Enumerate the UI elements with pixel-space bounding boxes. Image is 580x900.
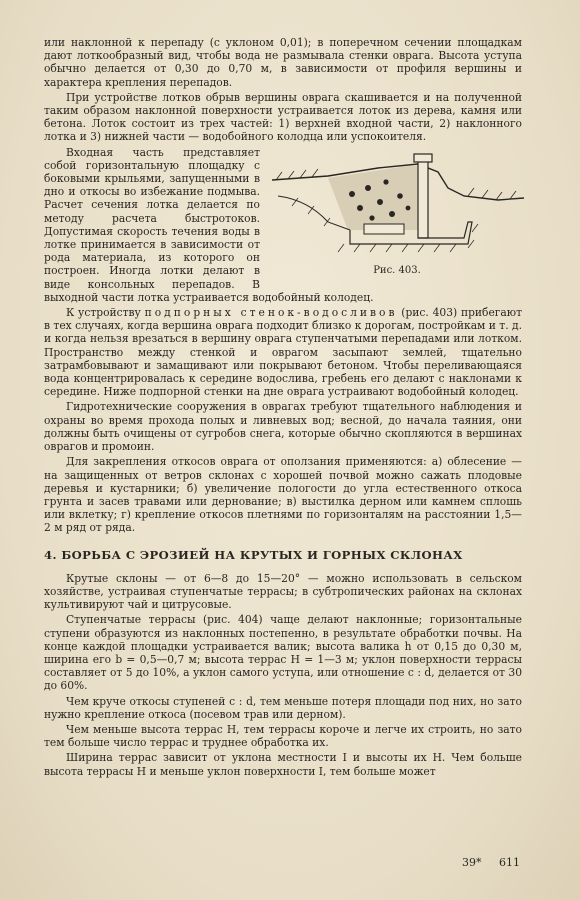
paragraph: Ступенчатые террасы (рис. 404) чаще делают наклонные; горизонтальные ступени образуются из наклонных постепенно, в результате обработки почвы. На конце каждой площадки устраивается валик; высота валика h от 0,15 до 0,30 м, ширина его b = 0,5—0,7 м; высота террас H = 1—3 м; уклон поверхности террасы составляет от 5 до 10%, а уклон самого уступа, или отношение c : d, делается от 30 до 60%.	[44, 613, 522, 693]
paragraph: Чем круче откосы ступеней c : d, тем меньше потеря площади под них, но зато нужно крепление откоса (посевом трав или дерном).	[44, 694, 522, 721]
paragraph: Для закрепления откосов оврага от оползания применяются: а) облесение — на защищенных от ветров склонах с хорошей почвой можно сажать плодовые деревья и кустарники; б) увеличение пологости до угла естественного откоса грунта и засев травами или дернование; в) выстилка дерном или камнем сплошь или вклетку; г) крепление откосов плетнями по горизонталям на расстоянии 1,5—2 м ряд от ряда.	[44, 455, 522, 535]
page-footer	[448, 856, 520, 869]
retaining-wall-drawing	[268, 152, 526, 264]
page-number: 611	[499, 856, 520, 869]
paragraph: Входная часть представляет собой горизонтальную площадку с боковыми крыльями, запущенными в дно и откосы во избежание подмыва. Расчет сечения лотка делается по методу расчета быстротоков. Допустимая скорость течения воды в лотке принимается в зависимости от рода материала, из которого он построен. Иногда лотки делают в виде консольных перепадов. В выходной части лотка устраивается водобойный колодец.	[44, 145, 374, 304]
page-text	[44, 36, 522, 780]
paragraph-retaining-wall	[44, 306, 522, 398]
paragraph: Чем меньше высота террас H, тем террасы короче и легче их строить, но зато тем больше число террас и труднее обработка их.	[44, 722, 522, 750]
spaced-term: подпорных стенок-водосливов	[144, 306, 398, 320]
figure-caption: Рис. 403.	[373, 264, 421, 276]
section-title: 4. БОРЬБА С ЭРОЗИЕЙ НА КРУТЫХ И ГОРНЫХ СКЛОНАХ	[44, 547, 463, 562]
paragraph: Крутые склоны — от 6—8 до 15—20° — можно использовать в сельском хозяйстве, устраивая ступенчатые террасы; в субтропических районах на склонах культивируют чай и цитрусовые.	[44, 571, 522, 612]
paragraph-lead: К устройству	[66, 306, 141, 320]
figure-403	[268, 152, 526, 280]
paragraph: При устройстве лотков обрыв вершины оврага скашивается и на полученной таким образом наклонной поверхности устраивается лоток из дерева, камня или бетона. Лоток состоит из трех частей: 1) верхней входной части, 2) наклонного лотка и 3) нижней части — водобойного колодца или успокоителя.	[44, 90, 522, 144]
paragraph: Ширина террас зависит от уклона местности I и высоты их H. Чем больше высота террасы H и меньше уклон поверхности I, тем больше может	[44, 751, 522, 778]
paragraph: Гидротехнические сооружения в оврагах требуют тщательного наблюдения и охраны во время прохода полых и ливневых вод; весной, до начала таяния, они должны быть очищены от сугробов снега, которые обычно скопляются в вершинах оврагов и промоин.	[44, 400, 522, 454]
paragraph-rest: (рис. 403) прибегают в тех случаях, когда вершина оврага подходит близко к дорогам, постройкам и т. д. и когда нельзя врезаться в вершину оврага ступенчатыми перепадами или лотком. Пространство между стенкой и оврагом засыпают землей, тщательно затрамбовывают и замащивают или покрывают бетоном. Чтобы переливающаяся вода концентрировалась к середине водослива, гребень его делают с наклонами к середине. Ниже подпорной стенки на дне оврага устраивают водобойный колодец.	[44, 306, 522, 399]
paragraph: или наклонной к перепаду (с уклоном 0,01); в поперечном сечении площадкам дают лоткообразный вид, чтобы вода не размывала стенки оврага. Высота уступа обычно делается от 0,30 до 0,70 м, в зависимости от профиля вершины и характера крепления перепадов.	[44, 36, 522, 89]
signature-mark: 39*	[462, 856, 482, 869]
